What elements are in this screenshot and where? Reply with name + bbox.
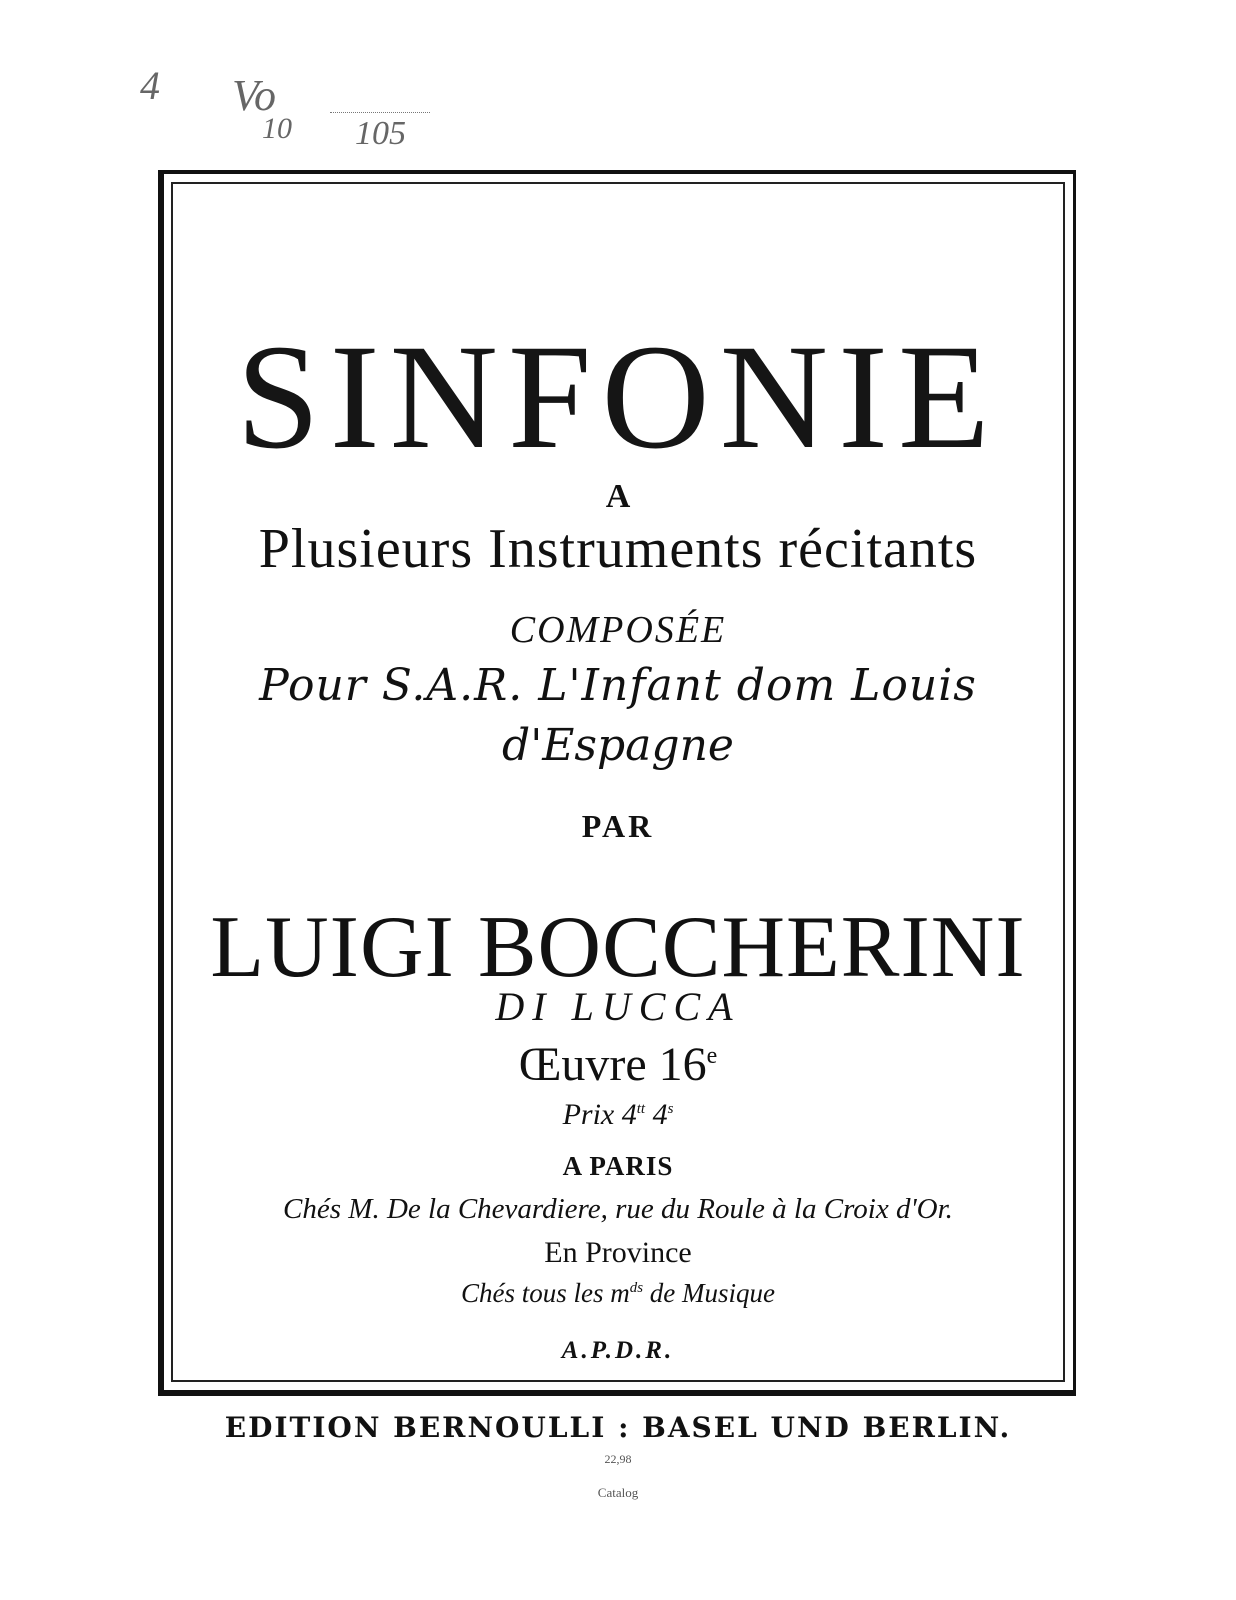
composer-origin: DI LUCCA — [495, 984, 741, 1029]
opus-text: Œuvre 16 — [518, 1038, 707, 1091]
shelfmark-number-a: Vo — [232, 71, 276, 120]
subtitle: Plusieurs Instruments récitants — [258, 518, 978, 580]
music-dealers — [160, 1278, 1076, 1309]
work-title: SINFONIE — [236, 314, 1000, 480]
opus-suffix: e — [706, 1043, 718, 1069]
price-unit-sous: s — [667, 1101, 674, 1117]
en-province: En Province — [544, 1236, 692, 1269]
catalog-label: Catalog — [597, 1485, 639, 1500]
privilege-mark: A.P.D.R. — [561, 1337, 675, 1364]
publisher-address: Chés M. De la Chevardiere, rue du Roule à la Croix d'Or. — [283, 1193, 953, 1225]
price — [160, 1098, 1076, 1132]
par-label: PAR — [581, 808, 655, 844]
price-unit-livres: tt — [636, 1101, 646, 1117]
shelfmark-number-b: 10 — [262, 112, 292, 145]
composer-name: LUIGI BOCCHERINI — [210, 899, 1026, 996]
place-paris: A PARIS — [562, 1151, 674, 1181]
shelfmark-left: 4 — [140, 63, 160, 108]
preposition-a: A — [605, 478, 631, 515]
price-text: Prix 4 — [562, 1098, 637, 1131]
dealers-prefix: Chés tous les m — [461, 1278, 630, 1308]
shelfmark-fraction-bottom: 105 — [355, 115, 406, 152]
dedication-line-1: Pour S.A.R. L'Infant dom Louis — [259, 660, 977, 711]
price-sous: 4 — [645, 1098, 668, 1131]
dedication-line-2: d'Espagne — [502, 720, 734, 771]
dealers-suffix: de Musique — [642, 1278, 775, 1308]
shelfmark-fraction-line — [330, 112, 430, 113]
composee-label: COMPOSÉE — [509, 609, 727, 651]
opus-number — [160, 1037, 1076, 1092]
edition-imprint: EDITION BERNOULLI : BASEL UND BERLIN. — [224, 1411, 1012, 1444]
catalog-number: 22,98 — [604, 1452, 632, 1466]
dealers-sup: ds — [629, 1280, 643, 1296]
